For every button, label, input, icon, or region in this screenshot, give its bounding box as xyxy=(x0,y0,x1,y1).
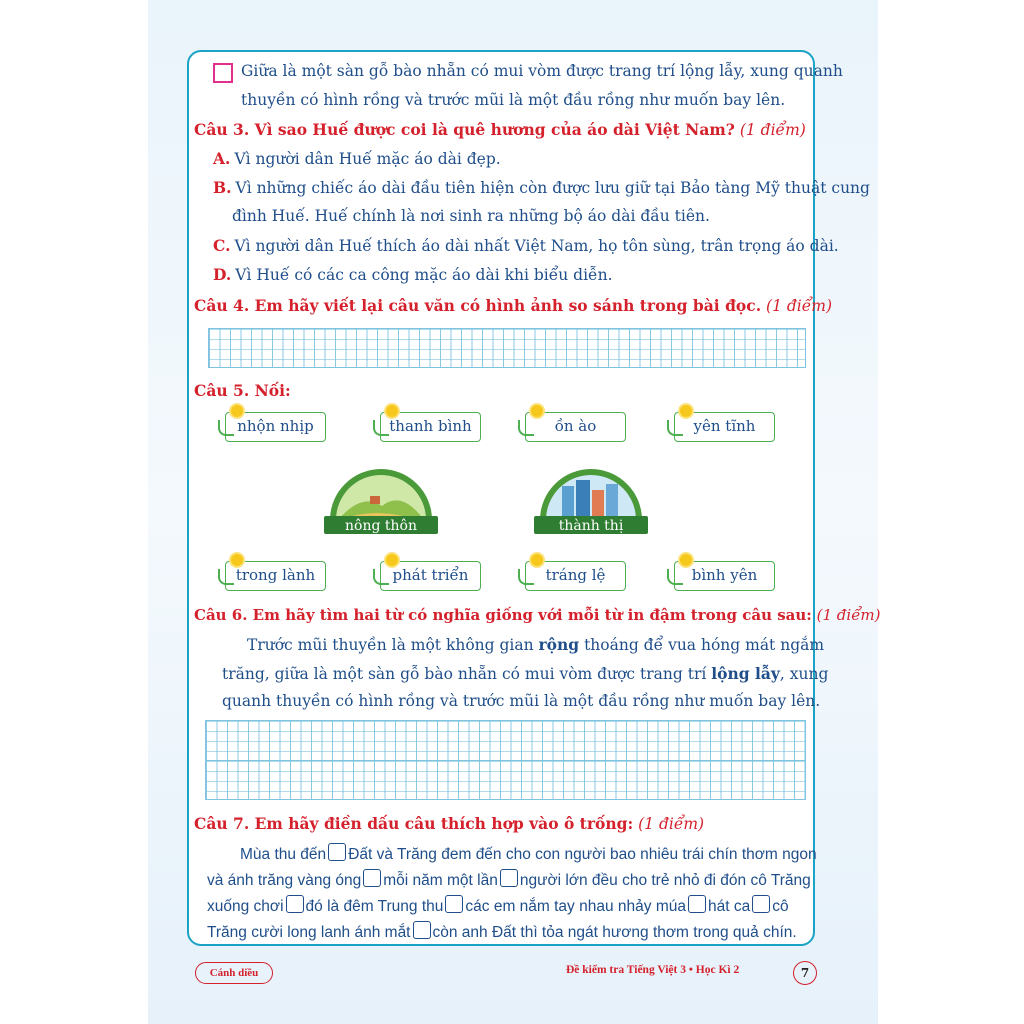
option-c[interactable] xyxy=(213,236,839,255)
fill-text: hát ca xyxy=(707,898,751,915)
punctuation-box[interactable] xyxy=(363,869,381,887)
fill-text: mỗi năm một lần xyxy=(383,872,498,889)
question-points: (1 điểm) xyxy=(766,297,833,315)
question-6-title xyxy=(194,606,881,624)
fill-text: Mùa thu đến xyxy=(240,846,327,863)
flower-icon xyxy=(231,554,243,566)
fill-text: Đất và Trăng đem đến cho con người bao nhiêu trái chín thơm ngon xyxy=(348,846,817,863)
fill-text: còn anh Đất thì tỏa ngát hương thơm trong quả chín. xyxy=(432,924,797,941)
option-label: A. xyxy=(213,149,231,168)
flower-icon xyxy=(680,405,692,417)
question-points: (1 điểm) xyxy=(638,815,705,833)
option-b[interactable] xyxy=(213,178,870,197)
badge-label-countryside: nông thôn xyxy=(345,518,417,534)
punctuation-box[interactable] xyxy=(286,895,304,913)
flower-icon xyxy=(386,405,398,417)
bold-word: rộng xyxy=(538,635,580,654)
punctuation-box[interactable] xyxy=(413,921,431,939)
sprout-icon xyxy=(373,420,389,436)
passage-text: thoáng để vua hóng mát ngắm xyxy=(579,636,825,654)
word-card-bottom[interactable]: tráng lệ xyxy=(525,561,626,591)
flower-icon xyxy=(531,405,543,417)
option-text: thuyền có hình rồng và trước mũi là một đầu rồng như muốn bay lên. xyxy=(241,91,786,109)
grid-divider xyxy=(206,760,805,761)
question-text: Câu 6. Em hãy tìm hai từ có nghĩa giống với mỗi từ in đậm trong câu sau: xyxy=(194,606,812,624)
question-points: (1 điểm) xyxy=(739,121,806,139)
sprout-icon xyxy=(667,569,683,585)
sprout-icon xyxy=(218,420,234,436)
option-d[interactable] xyxy=(213,265,613,284)
word-card-top[interactable]: nhộn nhịp xyxy=(225,412,326,442)
flower-icon xyxy=(386,554,398,566)
option-label: B. xyxy=(213,178,232,197)
question-4-title xyxy=(194,296,832,315)
page-number: 7 xyxy=(793,961,817,985)
passage-line xyxy=(247,635,824,654)
option-label: D. xyxy=(213,265,232,284)
passage-line xyxy=(222,664,828,683)
word-card-top[interactable]: yên tĩnh xyxy=(674,412,775,442)
word-card-bottom[interactable]: phát triển xyxy=(380,561,481,591)
fill-text: người lớn đều cho trẻ nhỏ đi đón cô Trăng xyxy=(519,872,811,889)
passage-text: Trước mũi thuyền là một không gian xyxy=(247,636,539,654)
punctuation-box[interactable] xyxy=(328,843,346,861)
question-7-title xyxy=(194,814,704,833)
word-card-top[interactable]: thanh bình xyxy=(380,412,481,442)
sprout-icon xyxy=(218,569,234,585)
word-card-bottom[interactable]: bình yên xyxy=(674,561,775,591)
flower-icon xyxy=(531,554,543,566)
punctuation-box[interactable] xyxy=(500,869,518,887)
question-text: Câu 7. Em hãy điền dấu câu thích hợp vào ô trống: xyxy=(194,814,634,833)
fill-text: xuống chơi xyxy=(207,898,284,915)
fill-text: đó là đêm Trung thu xyxy=(305,898,444,915)
fill-text: cô xyxy=(772,898,789,915)
fill-text: các em nắm tay nhau nhảy múa xyxy=(465,898,686,915)
option-text: Vì người dân Huế mặc áo dài đẹp. xyxy=(234,150,501,168)
bold-word: lộng lẫy xyxy=(711,664,780,683)
writing-grid[interactable] xyxy=(208,328,806,368)
fill-line xyxy=(207,895,789,916)
question-text: Câu 3. Vì sao Huế được coi là quê hương của áo dài Việt Nam? xyxy=(194,120,735,139)
option-text: Vì những chiếc áo dài đầu tiên hiện còn được lưu giữ tại Bảo tàng Mỹ thuật cung xyxy=(235,179,870,197)
fill-text: Trăng cười long lanh ánh mắt xyxy=(207,924,411,941)
punctuation-box[interactable] xyxy=(688,895,706,913)
option-label: C. xyxy=(213,236,231,255)
writing-grid[interactable] xyxy=(205,720,806,800)
word-card-top[interactable]: ồn ào xyxy=(525,412,626,442)
passage-text: , xung xyxy=(779,665,829,683)
question-points: (1 điểm) xyxy=(816,606,881,624)
flower-icon xyxy=(680,554,692,566)
option-text: Giữa là một sàn gỗ bào nhẵn có mui vòm được trang trí lộng lẫy, xung quanh xyxy=(241,62,843,80)
question-5-title xyxy=(194,381,291,400)
fill-line xyxy=(207,869,811,890)
fill-text: và ánh trăng vàng óng xyxy=(207,872,362,889)
passage-text: trăng, giữa là một sàn gỗ bào nhẵn có mui vòm được trang trí xyxy=(222,665,712,683)
punctuation-box[interactable] xyxy=(752,895,770,913)
option-text: Vì người dân Huế thích áo dài nhất Việt Nam, họ tôn sùng, trân trọng áo dài. xyxy=(234,237,839,255)
sprout-icon xyxy=(518,569,534,585)
word-card-bottom[interactable]: trong lành xyxy=(225,561,326,591)
badge-label-city: thành thị xyxy=(558,518,624,534)
option-b-continued: đình Huế. Huế chính là nơi sinh ra những bộ áo dài đầu tiên. xyxy=(232,207,710,225)
sprout-icon xyxy=(373,569,389,585)
punctuation-box[interactable] xyxy=(445,895,463,913)
passage-line: quanh thuyền có hình rồng và trước mũi là một đầu rồng như muốn bay lên. xyxy=(222,692,821,710)
option-text: Vì Huế có các ca công mặc áo dài khi biểu diễn. xyxy=(235,266,613,284)
book-title: Đề kiểm tra Tiếng Việt 3 • Học Kì 2 xyxy=(566,964,740,976)
fill-line xyxy=(207,921,797,942)
series-label: Cánh diều xyxy=(195,962,273,984)
sprout-icon xyxy=(667,420,683,436)
question-3-title xyxy=(194,120,806,139)
option-a[interactable] xyxy=(213,149,501,168)
question-text: Câu 4. Em hãy viết lại câu văn có hình ảnh so sánh trong bài đọc. xyxy=(194,296,762,315)
fill-line xyxy=(240,843,817,864)
answer-checkbox[interactable] xyxy=(213,63,233,83)
sprout-icon xyxy=(518,420,534,436)
flower-icon xyxy=(231,405,243,417)
question-text: Câu 5. Nối: xyxy=(194,381,291,400)
